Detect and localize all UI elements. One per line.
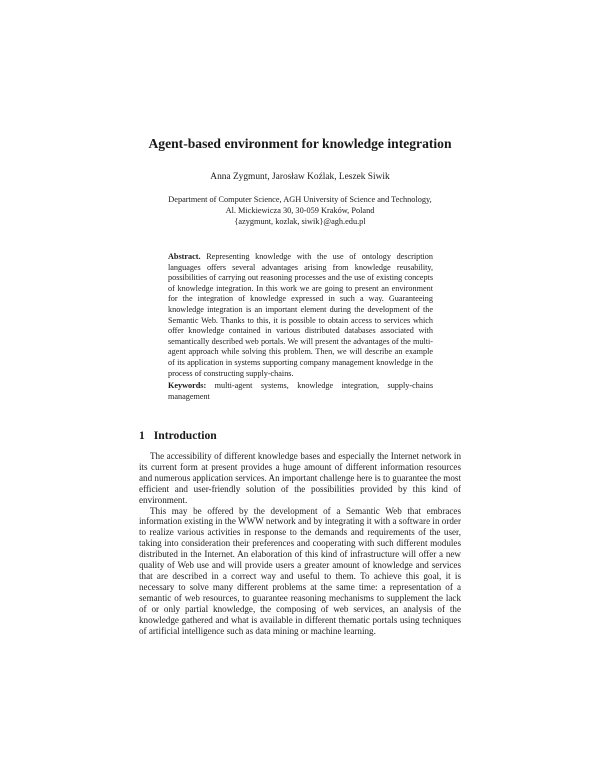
keywords xyxy=(168,381,433,402)
section-body xyxy=(139,451,461,636)
section-heading xyxy=(139,429,217,442)
email-line: {azygmunt, kozlak, siwik}@agh.edu.pl xyxy=(234,217,366,226)
affiliation-line: Al. Mickiewicza 30, 30-059 Kraków, Poland xyxy=(225,206,375,215)
keywords-text: multi-agent systems, knowledge integration, supply-chains management xyxy=(168,381,434,401)
abstract-label: Abstract. xyxy=(168,252,201,261)
affiliation-block xyxy=(0,194,600,227)
abstract xyxy=(168,252,433,379)
section-title: Introduction xyxy=(153,429,217,442)
body-paragraph: The accessibility of different knowledge bases and especially the Internet network in its current form at present provides a huge amount of different information resources and numerous application services. An important challenge here is to guarantee the most efficient and user-friendly solution of the possibilities provided by this kind of environment. xyxy=(139,451,461,505)
body-paragraph: This may be offered by the development of a Semantic Web that embraces information existing in the WWW network and by integrating it with a software in order to realize various activities in response to the demands and requirements of the user, taking into consideration their preferences and cooperating with such different modules distributed in the Internet. An elaboration of this kind of infrastructure will offer a new quality of Web use and will provide users a greater amount of knowledge and services that are described in a correct way and useful to them. To achieve this goal, it is necessary to solve many different problems at the same time: a representation of a semantic of web resources, to guarantee reasoning mechanisms to supplement the lack of or only partial knowledge, the composing of web services, an analysis of the knowledge gathered and what is available in different thematic portals using techniques of artificial intelligence such as data mining or machine learning. xyxy=(139,505,461,636)
paper-title: Agent-based environment for knowledge integration xyxy=(148,136,452,151)
abstract-text: Representing knowledge with the use of ontology description languages offers several advantages arising from knowledge reusability, possibilities of carrying out reasoning processes and the use of existing concepts of knowledge integration. In this work we are going to present an environment for the integration of knowledge expressed in such a way. Guaranteeing knowledge integration is an important element during the development of the Semantic Web. Thanks to this, it is possible to obtain access to services which offer knowledge contained in various distributed databases associated with semantically described web portals. We will present the advantages of the multi-agent approach while solving this problem. Then, we will describe an example of its application in systems supporting company management knowledge in the process of constructing supply-chains. xyxy=(168,252,433,378)
section-number: 1 xyxy=(139,429,145,442)
author-list: Anna Zygmunt, Jarosław Koźlak, Leszek Siwik xyxy=(210,172,390,182)
keywords-label: Keywords: xyxy=(168,381,207,390)
affiliation-line: Department of Computer Science, AGH University of Science and Technology, xyxy=(168,195,432,204)
